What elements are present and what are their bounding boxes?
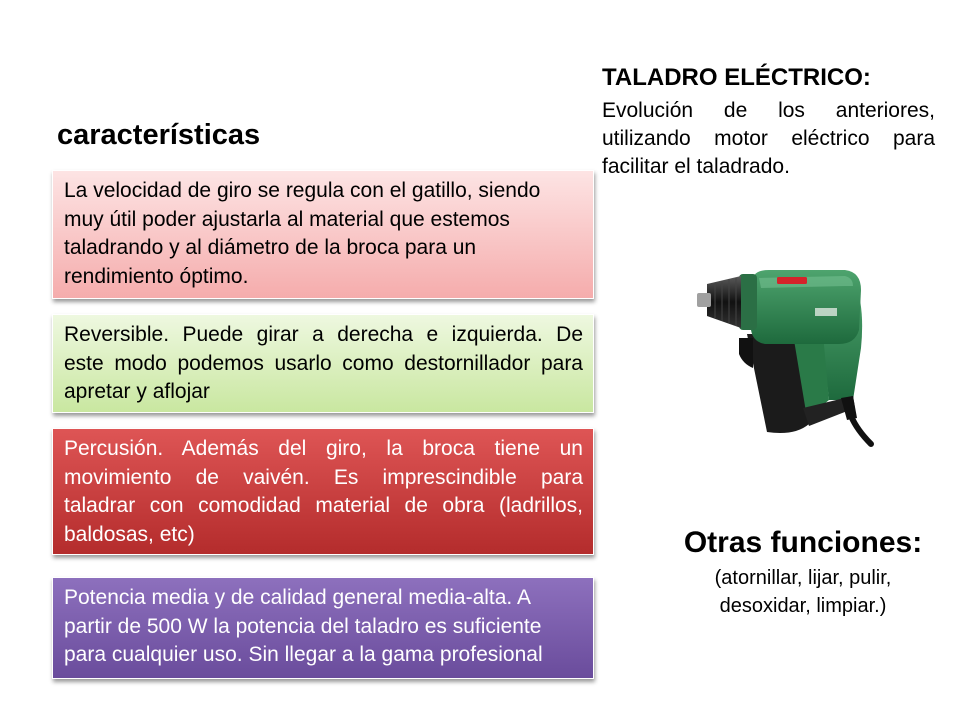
feature-line: La velocidad de giro se regula con el gatillo, siendo [64, 179, 541, 202]
feature-box-reversible [52, 314, 594, 413]
feature-box-power [52, 577, 594, 679]
drill-logo-plate [777, 277, 807, 284]
drill-bit-tip [697, 293, 711, 307]
other-functions-heading: Otras funciones: [683, 526, 923, 559]
feature-line: apretar y aflojar [64, 380, 210, 403]
feature-box-percussion [52, 428, 594, 555]
description-line: utilizando motor eléctrico para [602, 127, 935, 150]
feature-line: movimiento de vaivén. Es imprescindible para [64, 465, 583, 489]
drill-model-plate [815, 308, 837, 316]
slide-title: TALADRO ELÉCTRICO: [602, 64, 871, 91]
feature-line: Percusión. Además del giro, la broca tiene un [64, 437, 583, 460]
feature-line: muy útil poder ajustarla al material que estemos [64, 207, 510, 231]
feature-line: baldosas, etc) [64, 522, 195, 546]
feature-line: taladrando y al diámetro de la broca para un [64, 236, 477, 259]
feature-box-speed [52, 170, 594, 299]
slide-description [602, 97, 935, 181]
feature-line: partir de 500 W la potencia del taladro es suficiente [64, 614, 542, 638]
feature-line: rendimiento óptimo. [64, 264, 249, 288]
features-heading: características [57, 119, 261, 151]
description-line: Evolución de los anteriores, [602, 99, 935, 122]
power-drill-image [695, 268, 875, 448]
drill-cable [851, 416, 871, 444]
feature-line: para cualquier uso. Sin llegar a la gama profesional [64, 643, 543, 666]
drill-trigger [739, 338, 753, 368]
other-functions-line: desoxidar, limpiar.) [719, 595, 887, 617]
feature-line: taladrar con comodidad material de obra (ladrillos, [64, 494, 583, 517]
other-functions-text [663, 564, 943, 620]
other-functions-line: (atornillar, lijar, pulir, [714, 567, 892, 589]
description-line: facilitar el taladrado. [602, 155, 790, 178]
power-drill-icon [695, 268, 875, 448]
feature-line: Reversible. Puede girar a derecha e izquierda. De [64, 323, 583, 346]
drill-collar [739, 274, 757, 330]
feature-line: Potencia media y de calidad general media-alta. A [64, 586, 531, 609]
feature-line: este modo podemos usarlo como destornillador para [64, 351, 583, 375]
